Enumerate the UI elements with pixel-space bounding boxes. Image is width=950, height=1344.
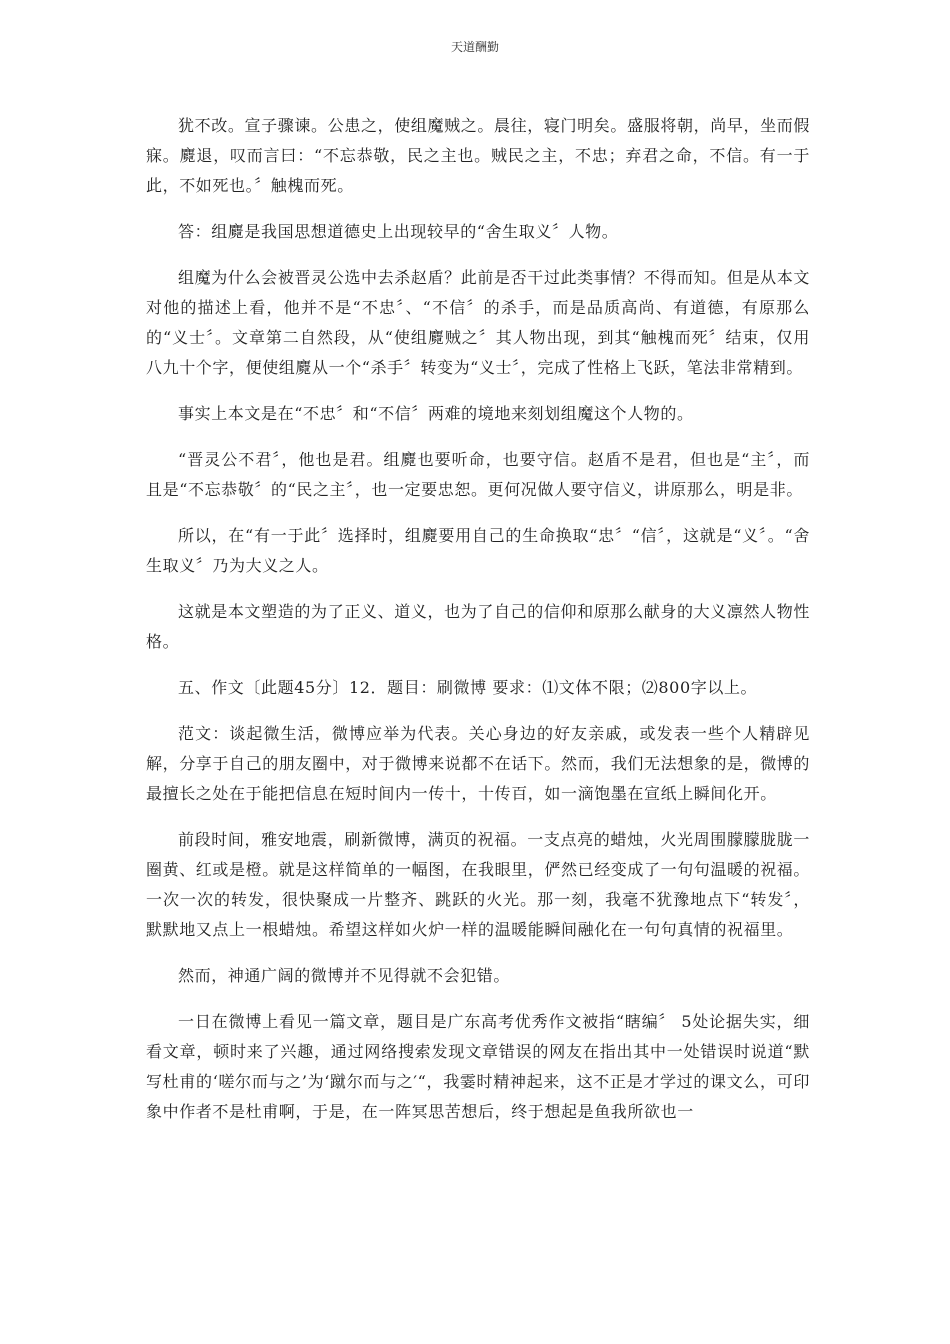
page-header: 天道酬勤 <box>450 40 499 54</box>
paragraph: 事实上本文是在“不忠〞和“不信〞两难的境地来刻划组魔这个人物的。 <box>178 404 694 423</box>
paragraph: 一日在微博上看见一篇文章，题目是广东高考优秀作文被指“瞎编〞 5处论据失实，细看文章，顿时来了兴趣，通过网络搜索发现文章错误的网友在指出其中一处错误时说道“默写杜甫的‘嗟尔而与之’为‘蹴尔而与之′“，我霎时精神起来，这不正是才学过的课文么，可印象中作者不是杜甫啊，于是，在一阵冥思苦想后，终于想起是鱼我所欲也一 <box>146 1012 810 1121</box>
paragraph: “晋灵公不君〞，他也是君。组麑也要听命，也要守信。赵盾不是君，但也是“主〞，而且是“不忘恭敬〞的“民之主〞，也一定要忠恕。更何况做人要守信义，讲原那么，明是非。 <box>146 450 810 499</box>
paragraph: 所以，在“有一于此〞选择时，组麑要用自己的生命换取“忠〞“信〞，这就是“义〞。“舍生取义〞乃为大义之人。 <box>146 526 810 575</box>
essay-task-heading: 五、作文〔此题45分〕12．题目：刷微博 要求：⑴文体不限；⑵800字以上。 <box>178 678 758 697</box>
paragraph: 范文：谈起微生活，微博应举为代表。关心身边的好友亲戚，或发表一些个人精辟见解，分享于自己的朋友圈中，对于微博来说都不在话下。然而，我们无法想象的是，微博的最擅长之处在于能把信息在短时间内一传十，十传百，如一滴饱墨在宣纸上瞬间化开。 <box>146 724 811 803</box>
paragraph: 犹不改。宣子骤谏。公患之，使组魔贼之。晨往，寝门明矣。盛服将朝，尚早，坐而假寐。麑退，叹而言曰：“不忘恭敬，民之主也。贼民之主，不忠；弃君之命，不信。有一于此，不如死也。〞触槐而死。 <box>146 116 810 195</box>
paragraph: 答：组麑是我国思想道德史上出现较早的“舍生取义〞人物。 <box>178 222 619 241</box>
paragraph: 组魔为什么会被晋灵公选中去杀赵盾？此前是否干过此类事情？不得而知。但是从本文对他的描述上看，他并不是“不忠〞、“不信〞的杀手，而是品质高尚、有道德，有原那么的“义士〞。文章第二自然段，从“使组麑贼之〞其人物出现，到其“触槐而死〞结束，仅用八九十个字，便使组麑从一个“杀手〞转变为“义士〞，完成了性格上飞跃，笔法非常精到。 <box>146 268 810 377</box>
paragraph: 前段时间，雅安地震，刷新微博，满页的祝福。一支点亮的蜡烛，火光周围朦朦胧胧一圈黄、红或是橙。就是这样简单的一幅图，在我眼里，俨然已经变成了一句句温暖的祝福。一次一次的转发，很快聚成一片整齐、跳跃的火光。那一刻，我毫不犹豫地点下“转发〞，默默地又点上一根蜡烛。希望这样如火炉一样的温暖能瞬间融化在一句句真情的祝福里。 <box>146 830 811 939</box>
document-body <box>146 111 810 1143</box>
paragraph: 然而，神通广阔的微博并不见得就不会犯错。 <box>178 966 511 985</box>
paragraph: 这就是本文塑造的为了正义、道义，也为了自己的信仰和原那么献身的大义凛然人物性格。 <box>146 602 810 651</box>
